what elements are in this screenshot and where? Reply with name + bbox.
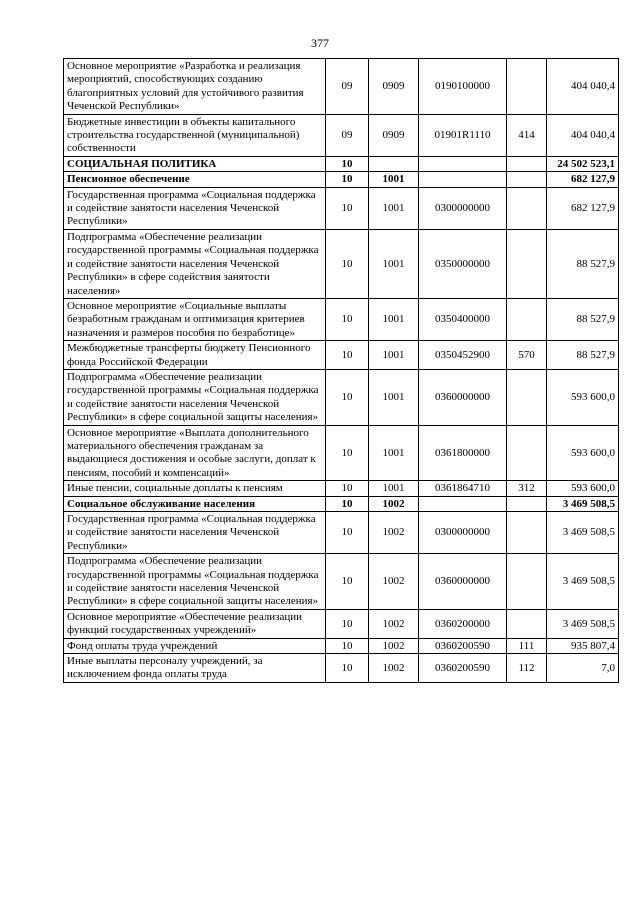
- table-row: [64, 59, 619, 115]
- row-name-cell: Иные пенсии, социальные доплаты к пенсиям: [64, 481, 326, 496]
- amount-cell: 3 469 508,5: [547, 512, 619, 554]
- expense-type-code-cell: [507, 156, 547, 171]
- section-code-cell: 09: [326, 59, 369, 115]
- table-row: [64, 425, 619, 481]
- row-name-cell: СОЦИАЛЬНАЯ ПОЛИТИКА: [64, 156, 326, 171]
- expense-type-code-cell: [507, 172, 547, 187]
- expense-type-code-cell: [507, 59, 547, 115]
- amount-cell: 404 040,4: [547, 59, 619, 115]
- subsection-code-cell: 1001: [369, 425, 419, 481]
- expense-type-code-cell: [507, 496, 547, 511]
- table-row: [64, 187, 619, 229]
- amount-cell: 935 807,4: [547, 638, 619, 653]
- target-article-code-cell: 0190100000: [419, 59, 507, 115]
- amount-cell: 593 600,0: [547, 369, 619, 425]
- expense-type-code-cell: 111: [507, 638, 547, 653]
- amount-cell: 682 127,9: [547, 172, 619, 187]
- row-name-cell: Межбюджетные трансферты бюджету Пенсионного фонда Российской Федерации: [64, 341, 326, 370]
- row-name-cell: Социальное обслуживание населения: [64, 496, 326, 511]
- target-article-code-cell: 0300000000: [419, 187, 507, 229]
- table-row: [64, 554, 619, 610]
- section-code-cell: 10: [326, 554, 369, 610]
- target-article-code-cell: 0350400000: [419, 298, 507, 340]
- target-article-code-cell: 0350452900: [419, 341, 507, 370]
- section-code-cell: 10: [326, 496, 369, 511]
- target-article-code-cell: [419, 496, 507, 511]
- subsection-code-cell: [369, 156, 419, 171]
- section-code-cell: 10: [326, 654, 369, 683]
- row-name-cell: Пенсионное обеспечение: [64, 172, 326, 187]
- table-row: [64, 638, 619, 653]
- section-code-cell: 10: [326, 229, 369, 298]
- section-code-cell: 10: [326, 369, 369, 425]
- page-number: 377: [311, 36, 329, 50]
- expense-type-code-cell: [507, 554, 547, 610]
- table-row: [64, 512, 619, 554]
- section-code-cell: 10: [326, 638, 369, 653]
- target-article-code-cell: 01901R1110: [419, 114, 507, 156]
- table-row: [64, 156, 619, 171]
- row-name-cell: Государственная программа «Социальная поддержка и содействие занятости населения Чеченской Республики»: [64, 512, 326, 554]
- table-row: [64, 481, 619, 496]
- table-row: [64, 369, 619, 425]
- section-code-cell: 10: [326, 187, 369, 229]
- expense-type-code-cell: [507, 609, 547, 638]
- subsection-code-cell: 1001: [369, 369, 419, 425]
- subsection-code-cell: 0909: [369, 114, 419, 156]
- expense-type-code-cell: 414: [507, 114, 547, 156]
- section-code-cell: 10: [326, 481, 369, 496]
- table-row: [64, 114, 619, 156]
- amount-cell: 593 600,0: [547, 481, 619, 496]
- expense-type-code-cell: 570: [507, 341, 547, 370]
- section-code-cell: 10: [326, 341, 369, 370]
- amount-cell: 88 527,9: [547, 341, 619, 370]
- expense-type-code-cell: [507, 187, 547, 229]
- row-name-cell: Основное мероприятие «Разработка и реализация мероприятий, способствующих созданию благоприятных условий для устойчивого развития Чеченской Республики»: [64, 59, 326, 115]
- amount-cell: 593 600,0: [547, 425, 619, 481]
- subsection-code-cell: 1002: [369, 609, 419, 638]
- target-article-code-cell: 0360000000: [419, 369, 507, 425]
- row-name-cell: Основное мероприятие «Выплата дополнительного материального обеспечения гражданам за выдающиеся достижения и особые заслуги, доплат к пенсиям, пособий и компенсаций»: [64, 425, 326, 481]
- subsection-code-cell: 1001: [369, 187, 419, 229]
- section-code-cell: 10: [326, 609, 369, 638]
- section-code-cell: 10: [326, 156, 369, 171]
- target-article-code-cell: [419, 156, 507, 171]
- expense-type-code-cell: [507, 369, 547, 425]
- section-code-cell: 09: [326, 114, 369, 156]
- section-code-cell: 10: [326, 298, 369, 340]
- row-name-cell: Подпрограмма «Обеспечение реализации государственной программы «Социальная поддержка и содействие занятости населения Чеченской Республики» в сфере содействия занятости населения»: [64, 229, 326, 298]
- row-name-cell: Подпрограмма «Обеспечение реализации государственной программы «Социальная поддержка и содействие занятости населения Чеченской Республики» в сфере социальной защиты населения»: [64, 554, 326, 610]
- expense-type-code-cell: [507, 298, 547, 340]
- section-code-cell: 10: [326, 425, 369, 481]
- row-name-cell: Иные выплаты персоналу учреждений, за исключением фонда оплаты труда: [64, 654, 326, 683]
- row-name-cell: Основное мероприятие «Обеспечение реализации функций государственных учреждений»: [64, 609, 326, 638]
- table-row: [64, 609, 619, 638]
- amount-cell: 24 502 523,1: [547, 156, 619, 171]
- target-article-code-cell: 0360200590: [419, 638, 507, 653]
- target-article-code-cell: 0350000000: [419, 229, 507, 298]
- expense-type-code-cell: [507, 512, 547, 554]
- target-article-code-cell: 0300000000: [419, 512, 507, 554]
- target-article-code-cell: 0360200590: [419, 654, 507, 683]
- amount-cell: 7,0: [547, 654, 619, 683]
- amount-cell: 88 527,9: [547, 298, 619, 340]
- budget-table: [63, 58, 619, 683]
- subsection-code-cell: 1001: [369, 341, 419, 370]
- subsection-code-cell: 1002: [369, 496, 419, 511]
- amount-cell: 404 040,4: [547, 114, 619, 156]
- expense-type-code-cell: [507, 425, 547, 481]
- subsection-code-cell: 1002: [369, 654, 419, 683]
- row-name-cell: Фонд оплаты труда учреждений: [64, 638, 326, 653]
- table-row: [64, 229, 619, 298]
- amount-cell: 3 469 508,5: [547, 609, 619, 638]
- table-row: [64, 496, 619, 511]
- target-article-code-cell: [419, 172, 507, 187]
- section-code-cell: 10: [326, 172, 369, 187]
- row-name-cell: Основное мероприятие «Социальные выплаты безработным гражданам и оптимизация критериев назначения и размеров пособия по безработице»: [64, 298, 326, 340]
- target-article-code-cell: 0360200000: [419, 609, 507, 638]
- target-article-code-cell: 0360000000: [419, 554, 507, 610]
- table-row: [64, 341, 619, 370]
- expense-type-code-cell: 112: [507, 654, 547, 683]
- expense-type-code-cell: 312: [507, 481, 547, 496]
- amount-cell: 3 469 508,5: [547, 496, 619, 511]
- subsection-code-cell: 1001: [369, 229, 419, 298]
- row-name-cell: Подпрограмма «Обеспечение реализации государственной программы «Социальная поддержка и содействие занятости населения Чеченской Республики» в сфере социальной защиты населения»: [64, 369, 326, 425]
- table-row: [64, 298, 619, 340]
- row-name-cell: Бюджетные инвестиции в объекты капитального строительства государственной (муниципальной) собственности: [64, 114, 326, 156]
- subsection-code-cell: 1002: [369, 554, 419, 610]
- subsection-code-cell: 1001: [369, 172, 419, 187]
- amount-cell: 3 469 508,5: [547, 554, 619, 610]
- budget-table-body: [64, 59, 619, 683]
- target-article-code-cell: 0361800000: [419, 425, 507, 481]
- table-row: [64, 654, 619, 683]
- subsection-code-cell: 0909: [369, 59, 419, 115]
- amount-cell: 88 527,9: [547, 229, 619, 298]
- subsection-code-cell: 1001: [369, 481, 419, 496]
- expense-type-code-cell: [507, 229, 547, 298]
- target-article-code-cell: 0361864710: [419, 481, 507, 496]
- subsection-code-cell: 1002: [369, 512, 419, 554]
- subsection-code-cell: 1002: [369, 638, 419, 653]
- row-name-cell: Государственная программа «Социальная поддержка и содействие занятости населения Чеченской Республики»: [64, 187, 326, 229]
- amount-cell: 682 127,9: [547, 187, 619, 229]
- section-code-cell: 10: [326, 512, 369, 554]
- table-row: [64, 172, 619, 187]
- subsection-code-cell: 1001: [369, 298, 419, 340]
